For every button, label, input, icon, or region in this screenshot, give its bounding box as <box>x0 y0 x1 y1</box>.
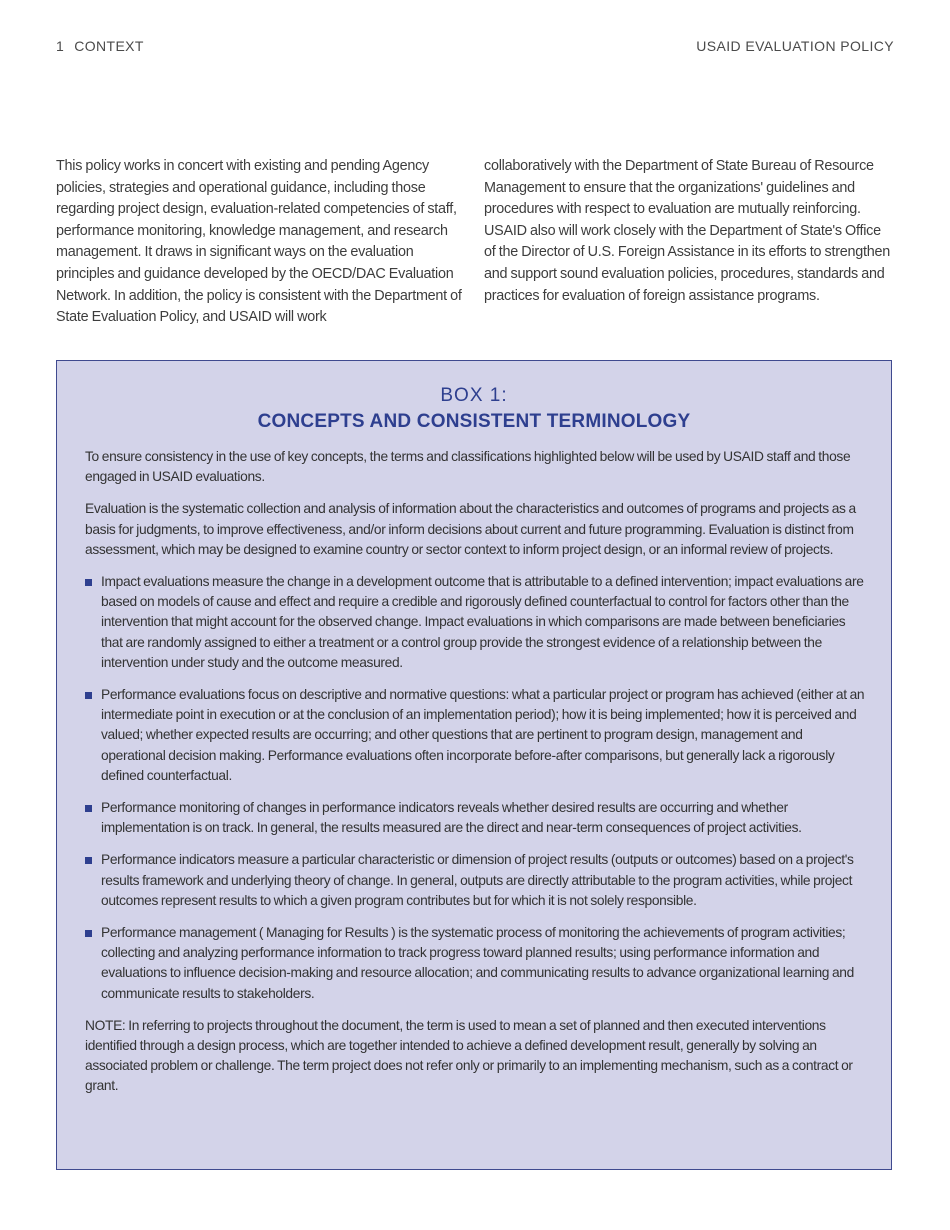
intro-column-left: This policy works in concert with existing and pending Agency policies, strategies and operational guidance, including those regarding project design, evaluation-related competencies of staff, performance monitoring, knowledge management, and research management. It draws in significant ways on the evaluation principles and guidance developed by the OECD/DAC Evaluation Network. In addition, the policy is consistent with the Department of State Evaluation Policy, and USAID will work <box>56 158 462 326</box>
intro-column-right: collaboratively with the Department of State Bureau of Resource Management to ensure that the organizations' guidelines and procedures with respect to evaluation are mutually reinforcing. USAID also will work closely with the Department of State's Office of the Director of U.S. Foreign Assistance in its efforts to strengthen and support sound evaluation policies, procedures, standards and practices for evaluation of foreign assistance programs. <box>484 158 891 304</box>
box-note: NOTE: In referring to projects throughout the document, the term is used to mean a set of planned and then executed interventions identified through a design process, which are together intended to achieve a defined development result, generally by solving an associated problem or challenge. The term project does not refer only or primarily to an implementing mechanism, such as a contract or grant. <box>85 1017 853 1094</box>
concepts-box <box>56 360 892 1170</box>
box-intro: To ensure consistency in the use of key concepts, the terms and classifications highlighted below will be used by USAID staff and those engaged in USAID evaluations. <box>85 449 851 485</box>
list-item <box>85 685 867 786</box>
list-item-text: Impact evaluations measure the change in a development outcome that is attributable to a defined intervention; impact evaluations are based on models of cause and effect and require a credible and rigorously defined counterfactual to control for factors other than the intervention that might account for the observed change. Impact evaluations in which comparisons are made between beneficiaries that are randomly assigned to either a treatment or a control group provide the strongest evidence of a relationship between the intervention under study and the outcome measured. <box>101 574 864 670</box>
list-item <box>85 850 867 911</box>
list-item-text: Performance indicators measure a particular characteristic or dimension of project results (outputs or outcomes) based on a project's results framework and underlying theory of change. In general, outputs are directly attributable to the program activities, while project outcomes represent results to which a given program contributes but for which it is not solely responsible. <box>101 852 854 908</box>
term-list <box>85 572 867 1004</box>
page-header <box>56 38 894 54</box>
square-bullet-icon <box>85 857 92 864</box>
square-bullet-icon <box>85 805 92 812</box>
document-title: USAID EVALUATION POLICY <box>696 38 894 54</box>
page-number: 1 <box>56 38 65 54</box>
list-item <box>85 923 867 1004</box>
box-label: BOX 1: <box>440 385 508 406</box>
square-bullet-icon <box>85 692 92 699</box>
intro-columns <box>56 156 894 329</box>
header-left <box>56 38 154 54</box>
list-item-text: Performance monitoring of changes in performance indicators reveals whether desired results are occurring and whether implementation is on track. In general, the results measured are the direct and near-term consequences of project activities. <box>101 800 802 836</box>
square-bullet-icon <box>85 579 92 586</box>
evaluation-definition: Evaluation is the systematic collection and analysis of information about the characteristics and outcomes of programs and projects as a basis for judgments, to improve effectiveness, and/or inform decisions about current and future programming. Evaluation is distinct from assessment, which may be designed to examine country or sector context to inform project design, or an informal review of projects. <box>85 501 856 557</box>
list-item <box>85 572 867 673</box>
list-item-text: Performance management ( Managing for Results ) is the systematic process of monitoring the achievements of program activities; collecting and analyzing performance information to track progress toward planned results; using performance information and evaluations to influence decision-making and resource allocation; and communicating results to advance organizational learning and communicate results to stakeholders. <box>101 925 854 1001</box>
square-bullet-icon <box>85 930 92 937</box>
box-body <box>85 447 867 1109</box>
list-item-text: Performance evaluations focus on descriptive and normative questions: what a particular project or program has achieved (either at an intermediate point in execution or at the conclusion of an implementation period); how it is being implemented; how it is perceived and valued; whether expected results are occurring; and other questions that are pertinent to program design, management and operational decision making. Performance evaluations often incorporate before-after comparisons, but generally lack a rigorously defined counterfactual. <box>101 687 865 783</box>
section-name: CONTEXT <box>74 38 144 54</box>
list-item <box>85 798 867 838</box>
box-title: CONCEPTS AND CONSISTENT TERMINOLOGY <box>257 411 691 432</box>
